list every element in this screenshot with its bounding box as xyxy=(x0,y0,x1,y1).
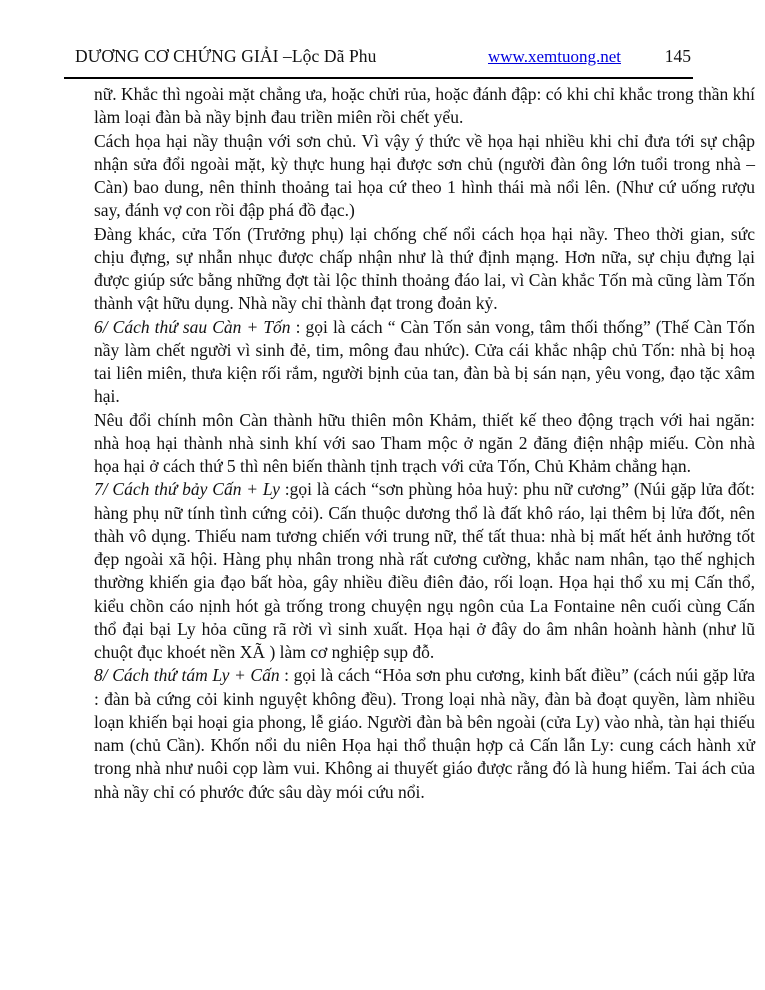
page-body xyxy=(94,83,755,804)
paragraph xyxy=(94,83,755,130)
paragraph-text: Cách họa hại nầy thuận với sơn chủ. Vì vậy ý thức về họa hại nhiều khi chỉ đưa tới sự chập nhận sửa đổi ngoài mặt, kỳ thực hung hại được sơn chủ (người đàn ông lớn tuổi trong nhà – Càn) bao dung, nên thỉnh thoảng tai họa cứ theo 1 hình thái mà nổi lên. (Như cứ uống rượu say, đánh vợ con rồi đập phá đồ đạc.) xyxy=(94,130,755,221)
paragraph xyxy=(94,478,755,664)
paragraph xyxy=(94,130,755,223)
paragraph-lead: 7/ Cách thứ bảy Cấn + Ly xyxy=(94,479,280,500)
header-divider xyxy=(64,77,693,79)
header-title: DƯƠNG CƠ CHỨNG GIẢI –Lộc Dã Phu xyxy=(75,46,377,66)
paragraph-text: nữ. Khắc thì ngoài mặt chẳng ưa, hoặc chửi rủa, hoặc đánh đập: có khi chỉ khắc trong thần khí làm loại đàn bà nầy bịnh đau triền miên rồi chết yểu. xyxy=(94,84,755,128)
paragraph xyxy=(94,316,755,409)
paragraph-lead: 8/ Cách thứ tám Ly + Cấn xyxy=(94,665,280,686)
paragraph-text: :gọi là cách “sơn phùng hỏa huỷ: phu nữ cương” (Núi gặp lửa đốt: hàng phụ nữ tính tình cứng cỏi). Cấn thuộc dương thổ là đất khô ráo, lại thêm bị lửa đốt, nên thàh vô dụng. Thiếu nam tương chiến với trung nữ, thế tất thua: nhà bị mất hết ảnh hưởng tốt đẹp ngoài xã hội. Hàng phụ nhân trong nhà rất cương cường, khắc nam nhân, tạo thế nghịch thường khiến gia đạo bất hòa, gây nhiều điều điên đảo, rối loạn. Họa hại thổ xu mị Cấn thổ, kiểu chồn cáo nịnh hót gà trống trong chuyện ngụ ngôn của La Fontaine nên cuối cùng Cấn thổ đại bại Ly hỏa cũng rã rời vì sinh xuất. Họa hại ở đây do âm nhân hoành hành (như lũ chuột đục khoét nền XÃ ) làm cơ nghiệp sụp đỗ. xyxy=(94,479,755,662)
site-link[interactable]: www.xemtuong.net xyxy=(488,47,621,66)
paragraph-text: : gọi là cách “ Càn Tốn sản vong, tâm thối thống” (Thế Càn Tốn nầy làm chết người vì sinh đẻ, tim, mông đau nhức). Cửa cái khắc nhập chủ Tốn: nhà bị hoạ tai liên miên, thưa kiện rối rắm, người bịnh của tan, đàn bà bị sán nạn, yêu vong, đạo tặc xâm hại. xyxy=(94,316,755,407)
paragraph xyxy=(94,664,755,804)
paragraph xyxy=(94,409,755,479)
paragraph-lead: 6/ Cách thứ sau Càn + Tốn xyxy=(94,316,291,337)
paragraph-text: Nêu đổi chính môn Càn thành hữu thiên môn Khảm, thiết kế theo động trạch với hai ngăn: nhà hoạ hại thành nhà sinh khí với sao Tham mộc ở ngăn 2 đăng điện nhập miếu. Còn nhà họa hại ở cách thứ 5 thì nên biến thành tịnh trạch với cửa Tốn, Chủ Khảm chẳng hạn. xyxy=(94,409,755,476)
page-number: 145 xyxy=(664,46,691,66)
paragraph xyxy=(94,223,755,316)
paragraph-text: : gọi là cách “Hỏa sơn phu cương, kinh bất điều” (cách núi gặp lửa : đàn bà cứng cỏi kinh nguyệt không đều). Trong loại nhà nầy, đàn bà đoạt quyền, làm nhiều loạn khiến bại hoại gia phong, lễ giáo. Người đàn bà bên ngoài (cửa Ly) vào nhà, tàn hại thiếu nam (chủ Cần). Khốn nổi du niên Họa hại thổ thuận hợp cả Cấn lẫn Ly: cung cách hành xử trong nhà như nuôi cọp làm vui. Không ai thuyết giáo được rằng đó là hung hiểm. Tai ách của nhà nầy chỉ có phước đức sâu dày mói cứu nổi. xyxy=(94,665,755,802)
paragraph-text: Đàng khác, cửa Tốn (Trưởng phụ) lại chống chế nổi cách họa hại nầy. Theo thời gian, sức chịu đựng, sự nhẫn nhục được chấp nhận như là thứ định mạng. Hơn nữa, sự chịu đựng lại được giúp sức bằng những đợt tài lộc thỉnh thoảng đáo lai, vì Càn khắc Tốn mà cũng làm Tốn thành vật hữu dụng. Nhà nầy chỉ thành đạt trong đoản kỷ. xyxy=(94,223,755,314)
